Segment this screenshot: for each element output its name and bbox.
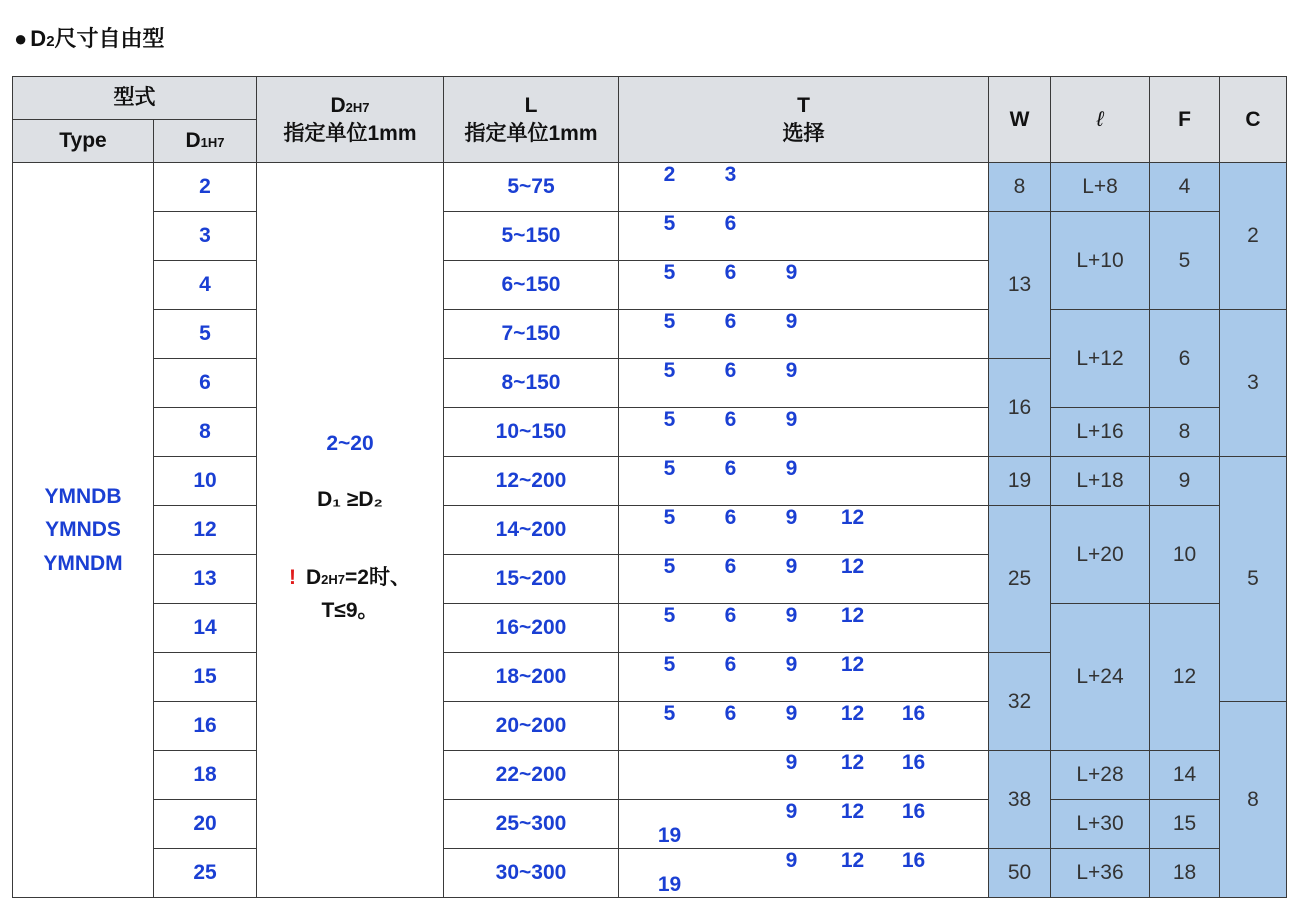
- t-value: 5: [663, 212, 676, 235]
- t-options: [619, 359, 989, 408]
- l-range: 10~150: [444, 408, 619, 457]
- w-value: 13: [989, 212, 1051, 359]
- l-range: 5~150: [444, 212, 619, 261]
- t-options: [619, 408, 989, 457]
- f-value: 4: [1150, 163, 1220, 212]
- d1-value: 6: [154, 359, 257, 408]
- l-header: [444, 77, 619, 163]
- f-value: 14: [1150, 751, 1220, 800]
- d1-header: [154, 120, 257, 163]
- l-range: 25~300: [444, 800, 619, 849]
- t-value: 6: [724, 310, 737, 333]
- type-header: Type: [13, 120, 154, 163]
- table-row: [13, 800, 1287, 849]
- table-row: [13, 310, 1287, 359]
- t-value: 12: [840, 604, 865, 627]
- t-value: 12: [840, 800, 865, 823]
- t-value: 19: [657, 873, 682, 896]
- f-header: F: [1150, 77, 1220, 163]
- table-row: [13, 506, 1287, 555]
- l-range: 22~200: [444, 751, 619, 800]
- t-value: 6: [724, 408, 737, 431]
- note-d: D: [306, 566, 322, 590]
- f-value: 8: [1150, 408, 1220, 457]
- d2-note: [257, 562, 443, 627]
- t-value: 9: [785, 800, 798, 823]
- t-value: 9: [785, 653, 798, 676]
- w-value: 50: [989, 849, 1051, 898]
- l-range: 14~200: [444, 506, 619, 555]
- ell-value: L+30: [1051, 800, 1150, 849]
- f-value: 5: [1150, 212, 1220, 310]
- cond-ge: ≥: [340, 488, 359, 512]
- t-value: 9: [785, 506, 798, 529]
- t-value: 9: [785, 359, 798, 382]
- t-header-title: T: [797, 94, 810, 118]
- t-options: [619, 261, 989, 310]
- t-value: 12: [840, 506, 865, 529]
- t-options: [619, 653, 989, 702]
- w-value: 38: [989, 751, 1051, 849]
- t-value: 9: [785, 849, 798, 872]
- t-value: 5: [663, 359, 676, 382]
- t-value: 5: [663, 555, 676, 578]
- l-range: 18~200: [444, 653, 619, 702]
- ell-value: L+16: [1051, 408, 1150, 457]
- page-title-prefix: D: [30, 26, 47, 51]
- t-value: 5: [663, 653, 676, 676]
- c-value: 5: [1220, 457, 1287, 702]
- t-value: 9: [785, 457, 798, 480]
- t-value: 6: [724, 506, 737, 529]
- c-value: 2: [1220, 163, 1287, 310]
- t-value: 3: [724, 163, 737, 186]
- t-options: [619, 849, 989, 898]
- t-value: 6: [724, 702, 737, 725]
- page-title: [14, 22, 165, 53]
- d1-value: 8: [154, 408, 257, 457]
- d1-value: 20: [154, 800, 257, 849]
- table-row: [13, 163, 1287, 212]
- w-value: 19: [989, 457, 1051, 506]
- t-value: 9: [785, 261, 798, 284]
- t-value: 5: [663, 408, 676, 431]
- d2-header: [257, 77, 444, 163]
- table-row: [13, 751, 1287, 800]
- t-options: [619, 751, 989, 800]
- table-row: [13, 849, 1287, 898]
- d1-value: 15: [154, 653, 257, 702]
- t-value: 5: [663, 702, 676, 725]
- ell-value: L+10: [1051, 212, 1150, 310]
- t-value: 6: [724, 359, 737, 382]
- t-value: 12: [840, 849, 865, 872]
- d1-header-subscript: 1H7: [200, 135, 225, 151]
- t-header-sub: 选择: [782, 121, 825, 145]
- d1-value: 13: [154, 555, 257, 604]
- l-range: 16~200: [444, 604, 619, 653]
- page-title-subscript: 2: [46, 33, 55, 50]
- t-value: 6: [724, 653, 737, 676]
- t-value: 6: [724, 457, 737, 480]
- type-names-cell: [13, 163, 154, 898]
- t-value: 5: [663, 604, 676, 627]
- table-row: [13, 457, 1287, 506]
- t-options: [619, 310, 989, 359]
- l-header-title: L: [524, 94, 538, 118]
- note-line2: T≤9。: [321, 599, 379, 622]
- d1-d2-condition: [257, 488, 443, 512]
- t-value: 9: [785, 555, 798, 578]
- ell-header: ℓ: [1051, 77, 1150, 163]
- note-d-sub: 2H7: [321, 572, 346, 588]
- w-value: 16: [989, 359, 1051, 457]
- t-options: [619, 506, 989, 555]
- t-options: [619, 163, 989, 212]
- t-value: 6: [724, 212, 737, 235]
- t-options: [619, 457, 989, 506]
- t-value: 16: [901, 849, 926, 872]
- t-value: 12: [840, 653, 865, 676]
- d1-value: 25: [154, 849, 257, 898]
- l-range: 7~150: [444, 310, 619, 359]
- t-value: 16: [901, 751, 926, 774]
- cond-d2: D: [358, 488, 374, 512]
- d1-value: 12: [154, 506, 257, 555]
- t-value: 16: [901, 702, 926, 725]
- type-group-header: 型式: [13, 77, 257, 120]
- f-value: 15: [1150, 800, 1220, 849]
- l-range: 30~300: [444, 849, 619, 898]
- c-value: 8: [1220, 702, 1287, 898]
- table-row: [13, 604, 1287, 653]
- d1-value: 4: [154, 261, 257, 310]
- f-value: 12: [1150, 604, 1220, 751]
- t-value: 19: [657, 824, 682, 847]
- t-value: 12: [840, 555, 865, 578]
- ell-value: L+36: [1051, 849, 1150, 898]
- l-range: 15~200: [444, 555, 619, 604]
- cond-d1-sub: ₁: [332, 488, 341, 512]
- f-value: 10: [1150, 506, 1220, 604]
- t-value: 6: [724, 555, 737, 578]
- page-title-suffix: 尺寸自由型: [54, 26, 165, 51]
- c-value: 3: [1220, 310, 1287, 457]
- t-value: 6: [724, 604, 737, 627]
- t-value: 5: [663, 506, 676, 529]
- c-header: C: [1220, 77, 1287, 163]
- t-value: 9: [785, 751, 798, 774]
- d1-value: 3: [154, 212, 257, 261]
- d2-range: 2~20: [326, 432, 374, 456]
- d1-value: 2: [154, 163, 257, 212]
- t-value: 9: [785, 310, 798, 333]
- d2-header-unit: 指定单位1mm: [283, 121, 417, 145]
- cond-d1: D: [317, 488, 333, 512]
- t-options: [619, 604, 989, 653]
- d1-value: 5: [154, 310, 257, 359]
- d1-value: 10: [154, 457, 257, 506]
- t-options: [619, 800, 989, 849]
- d1-header-main: D: [185, 129, 201, 153]
- d2-header-main: D: [330, 94, 346, 118]
- l-header-unit: 指定单位1mm: [464, 121, 598, 145]
- d2-header-subscript: 2H7: [345, 100, 370, 116]
- l-range: 5~75: [444, 163, 619, 212]
- f-value: 6: [1150, 310, 1220, 408]
- table-row: [13, 408, 1287, 457]
- f-value: 18: [1150, 849, 1220, 898]
- d1-value: 16: [154, 702, 257, 751]
- ell-value: L+12: [1051, 310, 1150, 408]
- t-options: [619, 702, 989, 751]
- type-name: YMNDM: [43, 551, 123, 575]
- t-value: 9: [785, 604, 798, 627]
- type-name: YMNDS: [45, 518, 121, 542]
- t-value: 5: [663, 310, 676, 333]
- table-row: [13, 212, 1287, 261]
- t-value: 6: [724, 261, 737, 284]
- t-value: 9: [785, 702, 798, 725]
- cond-d2-sub: ₂: [373, 488, 383, 512]
- exclamation-icon: !: [289, 566, 296, 590]
- dimension-table: [12, 76, 1287, 898]
- t-value: 16: [901, 800, 926, 823]
- t-header: [619, 77, 989, 163]
- ell-value: L+20: [1051, 506, 1150, 604]
- d1-value: 14: [154, 604, 257, 653]
- d2-info-cell: [257, 163, 444, 898]
- t-value: 12: [840, 702, 865, 725]
- w-header: W: [989, 77, 1051, 163]
- ell-value: L+8: [1051, 163, 1150, 212]
- t-value: 9: [785, 408, 798, 431]
- ell-value: L+24: [1051, 604, 1150, 751]
- l-range: 8~150: [444, 359, 619, 408]
- w-value: 25: [989, 506, 1051, 653]
- f-value: 9: [1150, 457, 1220, 506]
- ell-value: L+28: [1051, 751, 1150, 800]
- note-line1-rest: =2时、: [345, 566, 411, 590]
- t-value: 2: [663, 163, 676, 186]
- bullet-icon: ●: [14, 26, 28, 51]
- w-value: 32: [989, 653, 1051, 751]
- t-value: 5: [663, 261, 676, 284]
- t-options: [619, 212, 989, 261]
- d1-value: 18: [154, 751, 257, 800]
- l-range: 6~150: [444, 261, 619, 310]
- ell-value: L+18: [1051, 457, 1150, 506]
- t-value: 5: [663, 457, 676, 480]
- l-range: 12~200: [444, 457, 619, 506]
- t-options: [619, 555, 989, 604]
- t-value: 12: [840, 751, 865, 774]
- w-value: 8: [989, 163, 1051, 212]
- l-range: 20~200: [444, 702, 619, 751]
- type-name: YMNDB: [44, 484, 122, 508]
